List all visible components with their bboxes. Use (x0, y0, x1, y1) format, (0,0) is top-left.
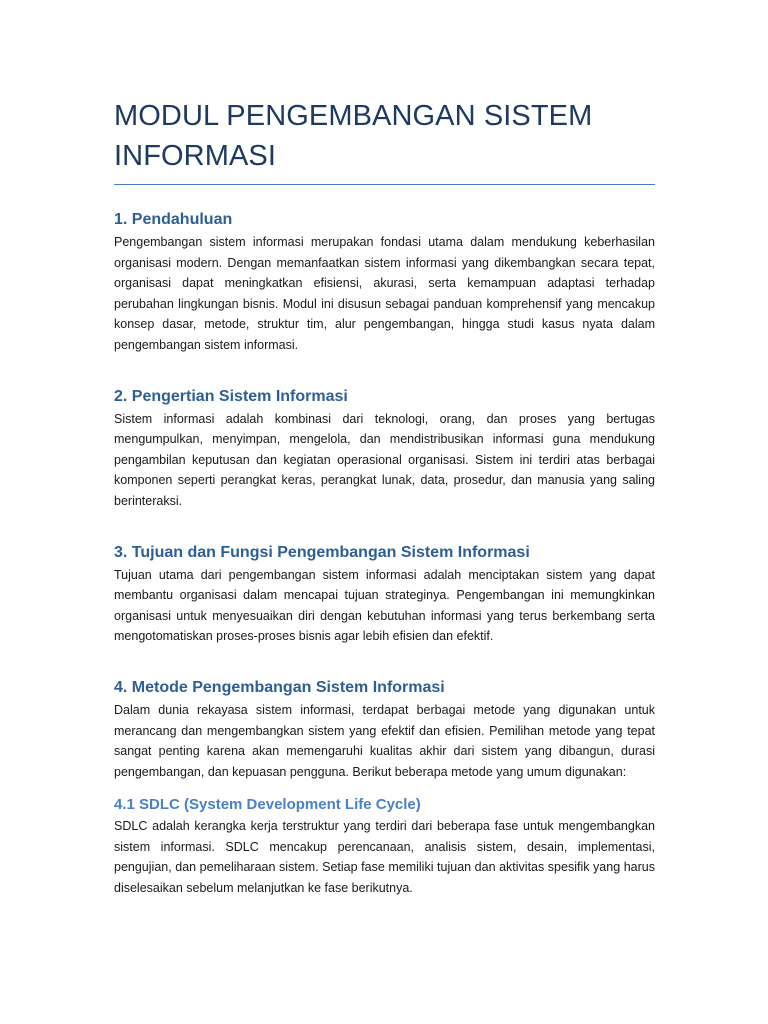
subsection-heading: 4.1 SDLC (System Development Life Cycle) (114, 796, 421, 814)
subsection-sdlc (114, 794, 655, 898)
section-heading: 3. Tujuan dan Fungsi Pengembangan Sistem Informasi (114, 543, 530, 561)
section-pendahuluan (114, 209, 655, 356)
section-paragraph: SDLC adalah kerangka kerja terstruktur yang terdiri dari beberapa fase untuk mengembangkan sistem informasi. SDLC mencakup perencanaan, analisis sistem, desain, implementasi, pengujian, dan pemeliharaan sistem. Setiap fase memiliki tujuan dan aktivitas spesifik yang harus diselesaikan sebelum melanjutkan ke fase berikutnya. (114, 819, 655, 896)
section-heading: 2. Pengertian Sistem Informasi (114, 387, 348, 405)
section-paragraph: Tujuan utama dari pengembangan sistem informasi adalah menciptakan sistem yang dapat membantu organisasi dalam mencapai tujuan strateginya. Pengembangan ini memungkinkan organisasi untuk menyesuaikan diri dengan kebutuhan informasi yang terus berkembang serta mengotomatiskan proses-proses bisnis agar lebih efisien dan efektif. (114, 567, 655, 644)
section-heading: 4. Metode Pengembangan Sistem Informasi (114, 678, 445, 696)
section-paragraph: Sistem informasi adalah kombinasi dari teknologi, orang, dan proses yang bertugas mengumpulkan, menyimpan, mengelola, dan mendistribusikan informasi guna mendukung pengambilan keputusan dan kegiatan operasional organisasi. Sistem ini terdiri atas berbagai komponen seperti perangkat keras, perangkat lunak, data, prosedur, dan manusia yang saling berinteraksi. (114, 411, 655, 508)
document-title: MODUL PENGEMBANGAN SISTEM INFORMASI (114, 96, 655, 185)
section-metode (114, 677, 655, 782)
section-pengertian (114, 386, 655, 512)
section-heading: 1. Pendahuluan (114, 211, 233, 228)
section-paragraph: Dalam dunia rekayasa sistem informasi, terdapat berbagai metode yang digunakan untuk merancang dan mengembangkan sistem yang efektif dan efisien. Pemilihan metode yang tepat sangat penting karena akan memengaruhi kualitas akhir dari sistem yang dibangun, durasi pengembangan, dan kepuasan pengguna. Berikut beberapa metode yang umum digunakan: (114, 702, 655, 779)
section-paragraph: Pengembangan sistem informasi merupakan fondasi utama dalam mendukung keberhasilan organisasi modern. Dengan memanfaatkan sistem informasi yang dikembangkan secara tepat, organisasi dapat meningkatkan efisiensi, akurasi, serta kemampuan adaptasi terhadap perubahan lingkungan bisnis. Modul ini disusun sebagai panduan komprehensif yang mencakup konsep dasar, metode, struktur tim, alur pengembangan, hingga studi kasus nyata dalam pengembangan sistem informasi. (114, 235, 655, 352)
section-tujuan-fungsi (114, 542, 655, 647)
